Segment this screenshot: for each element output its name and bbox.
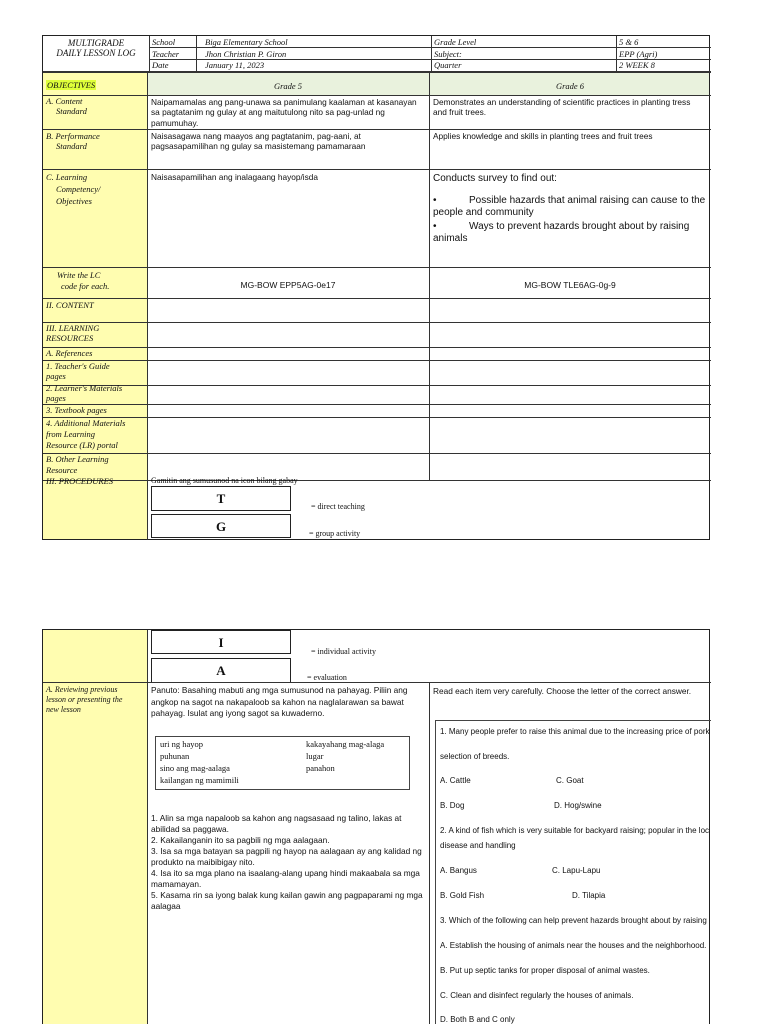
competency-label-line-1: C. Learning	[46, 172, 88, 182]
performance-standard-grade-6: Applies knowledge and skills in planting trees and fruit trees	[433, 131, 653, 141]
grade-6-heading: Grade 6	[555, 81, 585, 91]
g6-q3-option-c: C. Clean and disinfect regularly the houses of animals.	[440, 991, 634, 1000]
g-letter: G	[215, 519, 227, 534]
choice-lugar: lugar	[306, 751, 324, 761]
performance-standard-label-line-1: B. Performance	[46, 131, 100, 141]
g6-questions-box	[435, 720, 711, 1024]
content-standard-grade-6: Demonstrates an understanding of scientific practices in planting tress and fruit trees.	[433, 97, 691, 118]
school-value: Biga Elementary School	[205, 37, 288, 47]
choice-kailangan: kailangan ng mamimili	[160, 775, 239, 785]
individual-activity-desc: = individual activity	[311, 647, 376, 656]
group-activity-icon	[151, 514, 291, 538]
choice-puhunan: puhunan	[160, 751, 190, 761]
g5-question-3: 3. Isa sa mga batayan sa pagpili ng hayop na aalagaan ay ang kalidad ng produkto na maibibigay nito.	[151, 846, 422, 867]
g6-q2-option-d: D. Tilapia	[572, 891, 606, 900]
content-label: II. CONTENT	[46, 300, 94, 310]
tg-label-line-1: 1. Teacher's Guide	[46, 361, 110, 371]
lc-code-label-line-2: code for each.	[61, 281, 110, 291]
competency-g6-bullet-2	[433, 221, 707, 245]
choices-box	[155, 736, 410, 790]
evaluation-desc: = evaluation	[307, 673, 347, 682]
competency-label-line-2: Competency/	[56, 184, 101, 194]
additional-materials-label	[46, 418, 125, 451]
g6-question-1-cont: selection of breeds.	[440, 752, 510, 761]
evaluation-icon	[151, 658, 291, 682]
content-standard-label-line-1: A. Content	[46, 96, 83, 106]
i-letter: I	[218, 635, 224, 650]
competency-g6-bullet-1-text: Possible hazards that animal raising can cause to the people and community	[433, 195, 706, 218]
header-title-line-1: MULTIGRADE	[67, 38, 125, 48]
g6-q1-option-a: A. Cattle	[440, 776, 471, 785]
learning-resources-label	[46, 323, 99, 343]
performance-standard-label-line-2: Standard	[56, 141, 87, 151]
review-label-line-3: new lesson	[46, 705, 81, 714]
a-letter: A	[216, 663, 226, 678]
references-label: A. References	[46, 348, 93, 358]
textbook-pages-label: 3. Textbook pages	[46, 405, 107, 415]
direct-teaching-desc: = direct teaching	[311, 502, 365, 511]
content-standard-grade-5: Naipamamalas ang pang-unawa sa panimulang kaalaman at kasanayan sa pagtatanim ng gulay at ang maitutulong nito sa pag-unlad ng pamumuhay.	[151, 97, 417, 128]
group-activity-desc: = group activity	[309, 529, 361, 538]
additional-label-line-2: from Learning	[46, 429, 96, 439]
g6-q2-option-c: C. Lapu-Lapu	[552, 866, 601, 875]
g6-q3-option-a: A. Establish the housing of animals near the houses and the neighborhood.	[440, 941, 707, 950]
g6-q3-option-d: D. Both B and C only	[440, 1015, 515, 1024]
additional-label-line-3: Resource (LR) portal	[46, 440, 118, 450]
learning-competency-grade-6	[433, 173, 707, 245]
review-label-line-2: lesson or presenting the	[46, 695, 123, 704]
date-value: January 11, 2023	[205, 60, 265, 70]
subject-value: EPP (Agri)	[619, 49, 658, 59]
header-title	[43, 36, 149, 71]
lm-label-line-2: pages	[46, 393, 66, 403]
lc-code-grade-5: MG-BOW EPP5AG-0e17	[240, 280, 336, 290]
g6-question-1: 1. Many people prefer to raise this animal due to the increasing price of pork	[440, 727, 710, 736]
competency-g6-bullet-1	[433, 195, 707, 219]
tg-label-line-2: pages	[46, 371, 66, 381]
g6-q2-option-b: B. Gold Fish	[440, 891, 485, 900]
lc-code-label	[57, 270, 109, 292]
additional-label-line-1: 4. Additional Materials	[46, 418, 126, 428]
resources-label-line-2: RESOURCES	[46, 333, 94, 343]
g6-question-3: 3. Which of the following can help prevent hazards brought about by raising	[440, 916, 707, 925]
procedures-label: III. PROCEDURES	[46, 476, 114, 486]
competency-g6-title: Conducts survey to find out:	[433, 173, 557, 184]
other-label-line-1: B. Other Learning	[46, 454, 109, 464]
lesson-log-page-2	[42, 629, 710, 1024]
performance-standard-grade-5: Naisasagawa nang maayos ang pagtatanim, pag-aani, at pagsasapamilihan ng gulay sa masistemang pamamaraan	[151, 131, 366, 152]
t-letter: T	[216, 491, 226, 506]
g6-question-2: 2. A kind of fish which is very suitable for backyard raising; popular in the loc	[440, 826, 710, 835]
quarter-label: Quarter	[434, 60, 462, 70]
bullet-dot: •	[433, 221, 437, 232]
g6-q1-option-b: B. Dog	[440, 801, 465, 810]
g6-q1-option-c: C. Goat	[556, 776, 584, 785]
header-title-line-2: DAILY LESSON LOG	[56, 48, 136, 58]
subject-label: Subject:	[434, 49, 462, 59]
g6-question-2-cont: disease and handling	[440, 841, 516, 850]
grade-level-value: 5 & 6	[619, 37, 639, 47]
lm-label-line-1: 2. Learner's Materials	[46, 383, 123, 393]
direct-teaching-icon	[151, 486, 291, 511]
choice-uri-ng-hayop: uri ng hayop	[160, 739, 203, 749]
bullet-dot: •	[433, 195, 437, 206]
review-label-line-1: A. Reviewing previous	[46, 685, 118, 694]
g6-q3-option-b: B. Put up septic tanks for proper disposal of animal wastes.	[440, 966, 650, 975]
review-g6-instructions: Read each item very carefully. Choose the letter of the correct answer.	[433, 686, 692, 696]
teacher-label: Teacher	[152, 49, 180, 59]
choice-kakayahang: kakayahang mag-alaga	[306, 739, 385, 749]
individual-activity-icon	[151, 630, 291, 654]
performance-standard-label	[46, 131, 100, 151]
review-g5-instructions: Panuto: Basahing mabuti ang mga sumusunod na pahayag. Piliin ang angkop na sagot na nakapaloob sa kahon na naglalarawan sa bawat pahayag. Isulat ang iyong sagot sa kuwaderno.	[151, 685, 408, 718]
competency-g6-bullet-2-text: Ways to prevent hazards brought about by raising animals	[433, 221, 690, 244]
resources-label-line-1: III. LEARNING	[46, 323, 100, 333]
content-standard-label	[46, 96, 87, 116]
choice-panahon: panahon	[306, 763, 335, 773]
competency-label-line-3: Objectives	[56, 196, 92, 206]
grade-level-label: Grade Level	[434, 37, 477, 47]
g5-question-1: 1. Alin sa mga napaloob sa kahon ang nagsasaad ng talino, lakas at abilidad sa paggawa.	[151, 813, 402, 834]
school-label: School	[152, 37, 176, 47]
date-label: Date	[152, 60, 169, 70]
lesson-log-page-1	[42, 35, 710, 540]
g6-q2-option-a: A. Bangus	[440, 866, 477, 875]
lc-code-grade-6: MG-BOW TLE6AG-0g-9	[524, 280, 616, 290]
learners-materials-label	[46, 383, 122, 403]
g5-question-2: 2. Kakailanganin ito sa pagbili ng mga aalagaan.	[151, 835, 330, 845]
reviewing-lesson-label	[46, 685, 122, 715]
other-resource-label	[46, 454, 109, 476]
grade-5-heading: Grade 5	[273, 81, 303, 91]
learning-competency-label	[46, 171, 100, 207]
g5-question-4: 4. Isa ito sa mga plano na isaalang-alang upang hindi makaabala sa mga mamamayan.	[151, 868, 420, 889]
teachers-guide-label	[46, 361, 110, 381]
objectives-label: OBJECTIVES	[47, 80, 96, 90]
g6-q1-option-d: D. Hog/swine	[554, 801, 602, 810]
content-standard-label-line-2: Standard	[56, 106, 87, 116]
choice-sino: sino ang mag-aalaga	[160, 763, 230, 773]
lc-code-label-line-1: Write the LC	[57, 270, 101, 280]
review-g5-questions	[151, 813, 426, 912]
g5-question-5: 5. Kasama rin sa iyong balak kung kailan gawin ang pagpaparami ng mga aalagaa	[151, 890, 423, 911]
teacher-value: Jhon Christian P. Giron	[205, 49, 287, 59]
other-label-line-2: Resource	[46, 465, 78, 475]
quarter-value: 2 WEEK 8	[619, 60, 655, 70]
procedures-note: Gamitin ang sumusunod na icon bilang gabay	[151, 476, 298, 485]
learning-competency-grade-5: Naisasapamilihan ang inalagaang hayop/isda	[151, 172, 318, 182]
